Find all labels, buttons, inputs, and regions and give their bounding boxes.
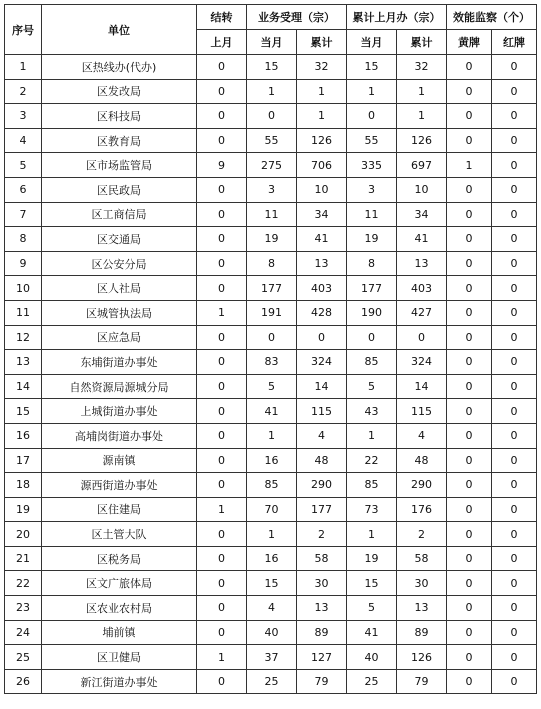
table-row — [5, 374, 537, 399]
cell-cumulative-month: 0 — [347, 325, 397, 350]
cell-carry: 0 — [197, 128, 247, 153]
cell-yellow: 0 — [447, 669, 492, 694]
table-row — [5, 448, 537, 473]
cell-accept-total: 0 — [297, 325, 347, 350]
cell-cumulative-total: 13 — [397, 251, 447, 276]
cell-accept-total: 13 — [297, 596, 347, 621]
cell-seq: 13 — [5, 350, 42, 375]
cell-cumulative-month: 85 — [347, 350, 397, 375]
cell-unit: 区土管大队 — [42, 522, 197, 547]
cell-carry: 0 — [197, 251, 247, 276]
cell-unit: 东埔街道办事处 — [42, 350, 197, 375]
cell-yellow: 0 — [447, 276, 492, 301]
cell-red: 0 — [492, 399, 537, 424]
cell-carry: 0 — [197, 227, 247, 252]
cell-seq: 5 — [5, 153, 42, 178]
cell-cumulative-month: 177 — [347, 276, 397, 301]
cell-red: 0 — [492, 55, 537, 80]
header-seq: 序号 — [5, 5, 42, 55]
cell-carry: 0 — [197, 669, 247, 694]
cell-cumulative-total: 89 — [397, 620, 447, 645]
cell-red: 0 — [492, 79, 537, 104]
table-row — [5, 596, 537, 621]
cell-red: 0 — [492, 669, 537, 694]
cell-cumulative-month: 8 — [347, 251, 397, 276]
cell-accept-total: 48 — [297, 448, 347, 473]
cell-carry: 0 — [197, 546, 247, 571]
cell-cumulative-month: 19 — [347, 227, 397, 252]
cell-yellow: 0 — [447, 546, 492, 571]
cell-carry: 0 — [197, 596, 247, 621]
cell-accept-month: 8 — [247, 251, 297, 276]
cell-carry: 0 — [197, 620, 247, 645]
cell-accept-month: 0 — [247, 104, 297, 129]
cell-red: 0 — [492, 177, 537, 202]
cell-accept-total: 32 — [297, 55, 347, 80]
cell-cumulative-month: 0 — [347, 104, 397, 129]
cell-carry: 0 — [197, 374, 247, 399]
cell-cumulative-month: 15 — [347, 571, 397, 596]
cell-unit: 区市场监管局 — [42, 153, 197, 178]
cell-red: 0 — [492, 620, 537, 645]
cell-yellow: 0 — [447, 350, 492, 375]
cell-carry: 0 — [197, 399, 247, 424]
cell-yellow: 0 — [447, 104, 492, 129]
cell-yellow: 0 — [447, 227, 492, 252]
cell-carry: 0 — [197, 79, 247, 104]
cell-accept-month: 0 — [247, 325, 297, 350]
cell-accept-month: 41 — [247, 399, 297, 424]
cell-carry: 0 — [197, 177, 247, 202]
cell-cumulative-total: 1 — [397, 104, 447, 129]
cell-accept-total: 34 — [297, 202, 347, 227]
table-row — [5, 423, 537, 448]
header-transfer: 结转 — [197, 5, 247, 30]
cell-accept-total: 10 — [297, 177, 347, 202]
cell-seq: 23 — [5, 596, 42, 621]
cell-seq: 16 — [5, 423, 42, 448]
table-row — [5, 473, 537, 498]
header-supervision: 效能监察（个） — [447, 5, 537, 30]
cell-yellow: 0 — [447, 374, 492, 399]
cell-yellow: 0 — [447, 55, 492, 80]
cell-yellow: 0 — [447, 620, 492, 645]
cell-unit: 埔前镇 — [42, 620, 197, 645]
cell-unit: 区交通局 — [42, 227, 197, 252]
cell-carry: 0 — [197, 276, 247, 301]
cell-unit: 区农业农村局 — [42, 596, 197, 621]
cell-red: 0 — [492, 374, 537, 399]
cell-cumulative-month: 22 — [347, 448, 397, 473]
cell-seq: 26 — [5, 669, 42, 694]
cell-cumulative-month: 5 — [347, 374, 397, 399]
cell-cumulative-total: 126 — [397, 128, 447, 153]
cell-accept-total: 79 — [297, 669, 347, 694]
table-row — [5, 251, 537, 276]
cell-accept-month: 37 — [247, 645, 297, 670]
cell-carry: 0 — [197, 104, 247, 129]
table-row — [5, 669, 537, 694]
cell-unit: 源南镇 — [42, 448, 197, 473]
cell-yellow: 0 — [447, 128, 492, 153]
cell-unit: 上城街道办事处 — [42, 399, 197, 424]
cell-yellow: 0 — [447, 645, 492, 670]
cell-yellow: 0 — [447, 423, 492, 448]
cell-yellow: 0 — [447, 448, 492, 473]
cell-red: 0 — [492, 448, 537, 473]
cell-carry: 9 — [197, 153, 247, 178]
cell-cumulative-month: 11 — [347, 202, 397, 227]
cell-accept-total: 14 — [297, 374, 347, 399]
cell-seq: 25 — [5, 645, 42, 670]
cell-red: 0 — [492, 202, 537, 227]
cell-red: 0 — [492, 473, 537, 498]
cell-cumulative-month: 40 — [347, 645, 397, 670]
cell-accept-month: 55 — [247, 128, 297, 153]
table-row — [5, 645, 537, 670]
header-unit: 单位 — [42, 5, 197, 55]
table-row — [5, 55, 537, 80]
cell-cumulative-total: 403 — [397, 276, 447, 301]
subheader-total: 累计 — [297, 30, 347, 55]
cell-unit: 区发改局 — [42, 79, 197, 104]
table-row — [5, 104, 537, 129]
cell-seq: 6 — [5, 177, 42, 202]
cell-red: 0 — [492, 251, 537, 276]
cell-accept-total: 58 — [297, 546, 347, 571]
cell-accept-total: 428 — [297, 300, 347, 325]
cell-yellow: 0 — [447, 473, 492, 498]
cell-seq: 10 — [5, 276, 42, 301]
cell-yellow: 0 — [447, 497, 492, 522]
cell-accept-month: 70 — [247, 497, 297, 522]
cell-seq: 24 — [5, 620, 42, 645]
cell-cumulative-total: 126 — [397, 645, 447, 670]
cell-cumulative-total: 1 — [397, 79, 447, 104]
cell-cumulative-total: 697 — [397, 153, 447, 178]
cell-seq: 14 — [5, 374, 42, 399]
subheader-this-month-2: 当月 — [347, 30, 397, 55]
cell-accept-month: 3 — [247, 177, 297, 202]
cell-red: 0 — [492, 300, 537, 325]
cell-seq: 20 — [5, 522, 42, 547]
cell-accept-total: 126 — [297, 128, 347, 153]
cell-red: 0 — [492, 104, 537, 129]
cell-accept-month: 85 — [247, 473, 297, 498]
cell-cumulative-total: 79 — [397, 669, 447, 694]
cell-seq: 22 — [5, 571, 42, 596]
cell-red: 0 — [492, 522, 537, 547]
cell-yellow: 0 — [447, 300, 492, 325]
cell-cumulative-total: 176 — [397, 497, 447, 522]
cell-accept-total: 2 — [297, 522, 347, 547]
cell-unit: 区民政局 — [42, 177, 197, 202]
cell-cumulative-total: 34 — [397, 202, 447, 227]
cell-cumulative-month: 1 — [347, 423, 397, 448]
cell-cumulative-month: 85 — [347, 473, 397, 498]
header-cumulative: 累计上月办（宗） — [347, 5, 447, 30]
cell-seq: 8 — [5, 227, 42, 252]
table-row — [5, 620, 537, 645]
cell-cumulative-total: 4 — [397, 423, 447, 448]
cell-cumulative-month: 1 — [347, 522, 397, 547]
cell-accept-month: 40 — [247, 620, 297, 645]
cell-carry: 0 — [197, 55, 247, 80]
cell-seq: 2 — [5, 79, 42, 104]
cell-accept-total: 403 — [297, 276, 347, 301]
cell-cumulative-total: 41 — [397, 227, 447, 252]
cell-red: 0 — [492, 645, 537, 670]
cell-accept-month: 177 — [247, 276, 297, 301]
cell-seq: 18 — [5, 473, 42, 498]
cell-seq: 19 — [5, 497, 42, 522]
cell-yellow: 0 — [447, 202, 492, 227]
cell-cumulative-total: 0 — [397, 325, 447, 350]
cell-accept-month: 16 — [247, 546, 297, 571]
cell-accept-month: 16 — [247, 448, 297, 473]
cell-cumulative-total: 2 — [397, 522, 447, 547]
cell-unit: 区公安分局 — [42, 251, 197, 276]
cell-red: 0 — [492, 423, 537, 448]
table-row — [5, 399, 537, 424]
cell-cumulative-total: 48 — [397, 448, 447, 473]
cell-accept-total: 127 — [297, 645, 347, 670]
cell-unit: 高埔岗街道办事处 — [42, 423, 197, 448]
cell-unit: 自然资源局源城分局 — [42, 374, 197, 399]
cell-cumulative-month: 190 — [347, 300, 397, 325]
cell-accept-month: 83 — [247, 350, 297, 375]
cell-red: 0 — [492, 571, 537, 596]
table-row — [5, 79, 537, 104]
cell-unit: 区教育局 — [42, 128, 197, 153]
cell-accept-month: 25 — [247, 669, 297, 694]
cell-unit: 区城管执法局 — [42, 300, 197, 325]
cell-seq: 12 — [5, 325, 42, 350]
cell-carry: 1 — [197, 300, 247, 325]
cell-red: 0 — [492, 497, 537, 522]
cell-cumulative-month: 1 — [347, 79, 397, 104]
cell-unit: 新江街道办事处 — [42, 669, 197, 694]
cell-cumulative-month: 43 — [347, 399, 397, 424]
subheader-red: 红牌 — [492, 30, 537, 55]
table-row — [5, 522, 537, 547]
table-row — [5, 571, 537, 596]
cell-cumulative-total: 13 — [397, 596, 447, 621]
cell-cumulative-month: 19 — [347, 546, 397, 571]
subheader-total-2: 累计 — [397, 30, 447, 55]
cell-accept-month: 1 — [247, 522, 297, 547]
cell-seq: 9 — [5, 251, 42, 276]
cell-accept-total: 30 — [297, 571, 347, 596]
cell-seq: 11 — [5, 300, 42, 325]
cell-carry: 0 — [197, 202, 247, 227]
subheader-last-month: 上月 — [197, 30, 247, 55]
cell-accept-month: 1 — [247, 79, 297, 104]
table-row — [5, 546, 537, 571]
cell-accept-month: 4 — [247, 596, 297, 621]
cell-seq: 4 — [5, 128, 42, 153]
cell-yellow: 0 — [447, 251, 492, 276]
cell-carry: 1 — [197, 645, 247, 670]
cell-unit: 区人社局 — [42, 276, 197, 301]
cell-cumulative-total: 10 — [397, 177, 447, 202]
cell-carry: 0 — [197, 522, 247, 547]
cell-accept-month: 275 — [247, 153, 297, 178]
cell-accept-month: 11 — [247, 202, 297, 227]
cell-cumulative-month: 25 — [347, 669, 397, 694]
subheader-yellow: 黄牌 — [447, 30, 492, 55]
cell-carry: 0 — [197, 473, 247, 498]
cell-unit: 区卫健局 — [42, 645, 197, 670]
table-row — [5, 202, 537, 227]
cell-carry: 0 — [197, 571, 247, 596]
cell-seq: 7 — [5, 202, 42, 227]
cell-red: 0 — [492, 153, 537, 178]
cell-accept-total: 290 — [297, 473, 347, 498]
cell-unit: 源西街道办事处 — [42, 473, 197, 498]
cell-accept-total: 41 — [297, 227, 347, 252]
cell-yellow: 0 — [447, 596, 492, 621]
cell-accept-total: 706 — [297, 153, 347, 178]
cell-accept-month: 5 — [247, 374, 297, 399]
cell-unit: 区应急局 — [42, 325, 197, 350]
cell-seq: 3 — [5, 104, 42, 129]
cell-yellow: 0 — [447, 571, 492, 596]
subheader-this-month: 当月 — [247, 30, 297, 55]
cell-unit: 区热线办(代办) — [42, 55, 197, 80]
cell-carry: 1 — [197, 497, 247, 522]
header-accept: 业务受理（宗） — [247, 5, 347, 30]
cell-cumulative-total: 427 — [397, 300, 447, 325]
table-header — [5, 5, 537, 55]
cell-cumulative-month: 55 — [347, 128, 397, 153]
table-row — [5, 276, 537, 301]
table-row — [5, 128, 537, 153]
cell-red: 0 — [492, 596, 537, 621]
cell-unit: 区税务局 — [42, 546, 197, 571]
cell-accept-total: 115 — [297, 399, 347, 424]
cell-unit: 区科技局 — [42, 104, 197, 129]
stats-table — [4, 4, 537, 694]
cell-yellow: 1 — [447, 153, 492, 178]
cell-accept-month: 191 — [247, 300, 297, 325]
cell-cumulative-total: 32 — [397, 55, 447, 80]
cell-cumulative-total: 14 — [397, 374, 447, 399]
cell-unit: 区工商信局 — [42, 202, 197, 227]
table-row — [5, 350, 537, 375]
cell-red: 0 — [492, 227, 537, 252]
cell-accept-total: 1 — [297, 104, 347, 129]
cell-red: 0 — [492, 276, 537, 301]
cell-red: 0 — [492, 350, 537, 375]
cell-seq: 21 — [5, 546, 42, 571]
table-row — [5, 227, 537, 252]
cell-seq: 1 — [5, 55, 42, 80]
cell-accept-month: 19 — [247, 227, 297, 252]
cell-cumulative-total: 324 — [397, 350, 447, 375]
cell-cumulative-month: 41 — [347, 620, 397, 645]
cell-seq: 15 — [5, 399, 42, 424]
cell-accept-total: 177 — [297, 497, 347, 522]
cell-accept-total: 1 — [297, 79, 347, 104]
cell-cumulative-month: 3 — [347, 177, 397, 202]
cell-carry: 0 — [197, 448, 247, 473]
cell-red: 0 — [492, 546, 537, 571]
cell-unit: 区住建局 — [42, 497, 197, 522]
cell-cumulative-month: 5 — [347, 596, 397, 621]
cell-red: 0 — [492, 128, 537, 153]
cell-accept-month: 1 — [247, 423, 297, 448]
cell-carry: 0 — [197, 325, 247, 350]
cell-accept-total: 324 — [297, 350, 347, 375]
cell-yellow: 0 — [447, 325, 492, 350]
table-row — [5, 153, 537, 178]
cell-accept-total: 4 — [297, 423, 347, 448]
cell-red: 0 — [492, 325, 537, 350]
table-body — [5, 55, 537, 694]
cell-yellow: 0 — [447, 399, 492, 424]
cell-unit: 区文广旅体局 — [42, 571, 197, 596]
table-row — [5, 300, 537, 325]
cell-cumulative-month: 73 — [347, 497, 397, 522]
cell-carry: 0 — [197, 423, 247, 448]
cell-cumulative-total: 58 — [397, 546, 447, 571]
cell-accept-total: 13 — [297, 251, 347, 276]
cell-accept-total: 89 — [297, 620, 347, 645]
cell-seq: 17 — [5, 448, 42, 473]
cell-cumulative-total: 30 — [397, 571, 447, 596]
table-row — [5, 177, 537, 202]
table-row — [5, 497, 537, 522]
cell-accept-month: 15 — [247, 55, 297, 80]
cell-accept-month: 15 — [247, 571, 297, 596]
cell-cumulative-month: 335 — [347, 153, 397, 178]
cell-yellow: 0 — [447, 522, 492, 547]
cell-carry: 0 — [197, 350, 247, 375]
cell-yellow: 0 — [447, 79, 492, 104]
cell-yellow: 0 — [447, 177, 492, 202]
cell-cumulative-total: 115 — [397, 399, 447, 424]
cell-cumulative-month: 15 — [347, 55, 397, 80]
cell-cumulative-total: 290 — [397, 473, 447, 498]
table-row — [5, 325, 537, 350]
